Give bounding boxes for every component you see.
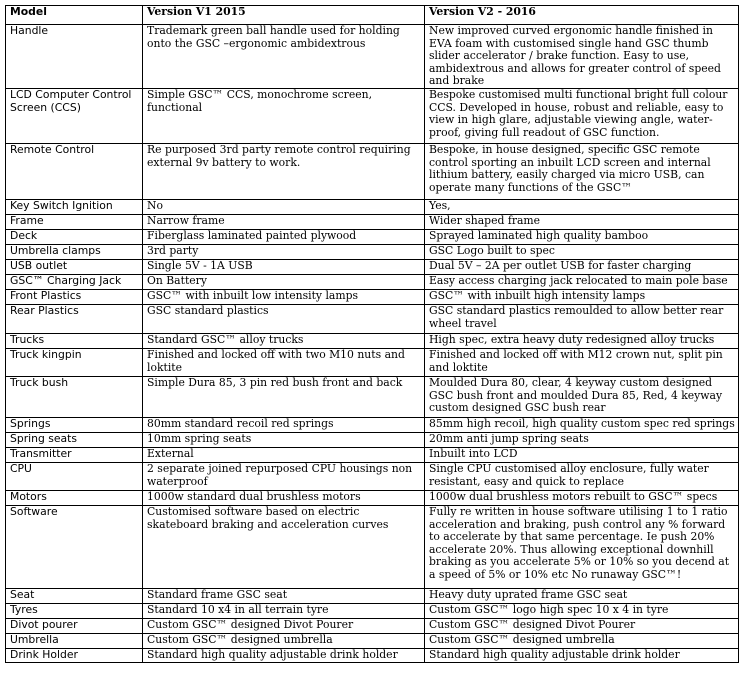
cell-model: Front Plastics (6, 289, 143, 304)
cell-v1: No (143, 199, 425, 214)
table-row (6, 376, 739, 417)
header-model: Model (6, 6, 143, 25)
cell-v1: 80mm standard recoil red springs (143, 417, 425, 432)
cell-v2: Moulded Dura 80, clear, 4 keyway custom designed GSC bush front and moulded Dura 85, Red, 4 keyway custom designed GSC bush rear (425, 376, 739, 417)
cell-model: Motors (6, 490, 143, 505)
cell-model: Rear Plastics (6, 304, 143, 333)
cell-v2: Custom GSC™ designed Divot Pourer (425, 618, 739, 633)
table-row (6, 633, 739, 648)
cell-v1: On Battery (143, 274, 425, 289)
cell-v1: Single 5V - 1A USB (143, 259, 425, 274)
cell-v1: Standard GSC™ alloy trucks (143, 333, 425, 348)
cell-model: Truck kingpin (6, 348, 143, 376)
cell-v1: Fiberglass laminated painted plywood (143, 229, 425, 244)
cell-v2: GSC standard plastics remoulded to allow better rear wheel travel (425, 304, 739, 333)
table-row (6, 289, 739, 304)
cell-model: Remote Control (6, 143, 143, 199)
cell-v1: Simple Dura 85, 3 pin red bush front and back (143, 376, 425, 417)
cell-model: Deck (6, 229, 143, 244)
cell-model: Seat (6, 588, 143, 603)
cell-model: Software (6, 505, 143, 588)
cell-v2: Dual 5V – 2A per outlet USB for faster charging (425, 259, 739, 274)
header-row (6, 6, 739, 25)
table-row (6, 417, 739, 432)
cell-v2: Custom GSC™ logo high spec 10 x 4 in tyre (425, 603, 739, 618)
cell-v1: 10mm spring seats (143, 432, 425, 447)
cell-model: Drink Holder (6, 648, 143, 662)
table-row (6, 229, 739, 244)
cell-model: Key Switch Ignition (6, 199, 143, 214)
cell-model: Trucks (6, 333, 143, 348)
cell-v2: Standard high quality adjustable drink holder (425, 648, 739, 662)
cell-v1: Simple GSC™ CCS, monochrome screen, functional (143, 88, 425, 143)
cell-model: LCD Computer Control Screen (CCS) (6, 88, 143, 143)
cell-v1: Custom GSC™ designed umbrella (143, 633, 425, 648)
table-row (6, 333, 739, 348)
cell-v1: Trademark green ball handle used for holding onto the GSC –ergonomic ambidextrous (143, 25, 425, 89)
cell-v2: High spec, extra heavy duty redesigned alloy trucks (425, 333, 739, 348)
comparison-table (5, 5, 739, 663)
cell-model: Tyres (6, 603, 143, 618)
cell-v1: Re purposed 3rd party remote control requiring external 9v battery to work. (143, 143, 425, 199)
table-row (6, 143, 739, 199)
table-row (6, 490, 739, 505)
cell-v1: Narrow frame (143, 214, 425, 229)
cell-v1: Customised software based on electric skateboard braking and acceleration curves (143, 505, 425, 588)
cell-model: CPU (6, 462, 143, 490)
cell-v2: Custom GSC™ designed umbrella (425, 633, 739, 648)
cell-v1: 1000w standard dual brushless motors (143, 490, 425, 505)
cell-v1: Standard frame GSC seat (143, 588, 425, 603)
cell-model: USB outlet (6, 259, 143, 274)
cell-v2: Bespoke customised multi functional bright full colour CCS. Developed in house, robust and reliable, easy to view in high glare, adjustable viewing angle, water-proof, giving full readout of GSC function. (425, 88, 739, 143)
cell-model: Truck bush (6, 376, 143, 417)
table-row (6, 259, 739, 274)
header-v1: Version V1 2015 (143, 6, 425, 25)
cell-v1: 2 separate joined repurposed CPU housings non waterproof (143, 462, 425, 490)
table-row (6, 274, 739, 289)
cell-v2: GSC™ with inbuilt high intensity lamps (425, 289, 739, 304)
table-row (6, 505, 739, 588)
table-row (6, 304, 739, 333)
cell-v2: Fully re written in house software utilising 1 to 1 ratio acceleration and braking, push control any % forward to accelerate by that same percentage. Ie push 20% accelerate 20%. Thus allowing exceptional downhill braking as you accelerate 5% or 10% so you decend at a speed of 5% or 10% etc No runaway GSC™! (425, 505, 739, 588)
cell-model: Spring seats (6, 432, 143, 447)
cell-v2: 1000w dual brushless motors rebuilt to GSC™ specs (425, 490, 739, 505)
cell-v2: Inbuilt into LCD (425, 447, 739, 462)
cell-v1: Custom GSC™ designed Divot Pourer (143, 618, 425, 633)
table-row (6, 588, 739, 603)
cell-v1: 3rd party (143, 244, 425, 259)
cell-v1: Finished and locked off with two M10 nuts and loktite (143, 348, 425, 376)
cell-v2: Bespoke, in house designed, specific GSC remote control sporting an inbuilt LCD screen and internal lithium battery, easily charged via micro USB, can operate many functions of the GSC™ (425, 143, 739, 199)
cell-model: GSC™ Charging Jack (6, 274, 143, 289)
cell-model: Divot pourer (6, 618, 143, 633)
table-row (6, 348, 739, 376)
cell-v2: 20mm anti jump spring seats (425, 432, 739, 447)
table-row (6, 462, 739, 490)
table-row (6, 432, 739, 447)
cell-v2: Wider shaped frame (425, 214, 739, 229)
cell-model: Umbrella (6, 633, 143, 648)
cell-v1: GSC™ with inbuilt low intensity lamps (143, 289, 425, 304)
cell-v1: Standard high quality adjustable drink holder (143, 648, 425, 662)
cell-model: Umbrella clamps (6, 244, 143, 259)
table-row (6, 214, 739, 229)
cell-v2: 85mm high recoil, high quality custom spec red springs (425, 417, 739, 432)
table-row (6, 648, 739, 662)
table-row (6, 447, 739, 462)
table-row (6, 25, 739, 89)
table-row (6, 244, 739, 259)
cell-model: Springs (6, 417, 143, 432)
table-row (6, 199, 739, 214)
cell-v1: Standard 10 x4 in all terrain tyre (143, 603, 425, 618)
table-row (6, 88, 739, 143)
cell-model: Handle (6, 25, 143, 89)
cell-v2: New improved curved ergonomic handle finished in EVA foam with customised single hand GSC thumb slider accelerator / brake function. Easy to use, ambidextrous and allows for greater control of speed and brake (425, 25, 739, 89)
cell-v2: GSC Logo built to spec (425, 244, 739, 259)
cell-v2: Single CPU customised alloy enclosure, fully water resistant, easy and quick to replace (425, 462, 739, 490)
cell-v2: Heavy duty uprated frame GSC seat (425, 588, 739, 603)
cell-model: Transmitter (6, 447, 143, 462)
cell-v2: Finished and locked off with M12 crown nut, split pin and loktite (425, 348, 739, 376)
table-row (6, 603, 739, 618)
cell-model: Frame (6, 214, 143, 229)
cell-v1: External (143, 447, 425, 462)
cell-v2: Easy access charging jack relocated to main pole base (425, 274, 739, 289)
cell-v2: Sprayed laminated high quality bamboo (425, 229, 739, 244)
header-v2: Version V2 - 2016 (425, 6, 739, 25)
table-row (6, 618, 739, 633)
cell-v1: GSC standard plastics (143, 304, 425, 333)
cell-v2: Yes, (425, 199, 739, 214)
